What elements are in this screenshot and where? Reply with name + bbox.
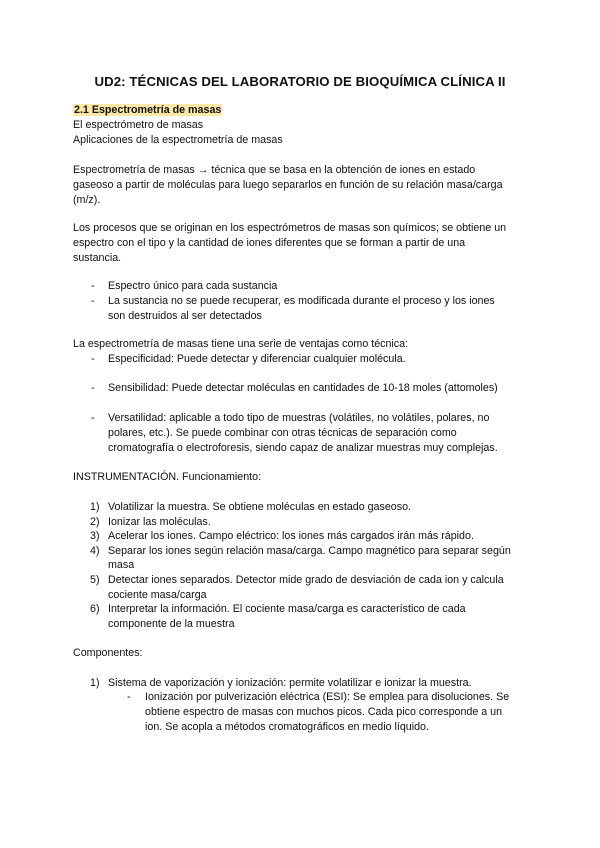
toc-line: El espectrómetro de masas xyxy=(73,119,204,131)
step-number: 6) xyxy=(90,603,100,615)
definition-line: gaseoso a partir de moléculas para luego separarlos en función de su relación masa/carga xyxy=(73,179,503,191)
component-number: 1) xyxy=(90,677,100,689)
instrumentation-heading: INSTRUMENTACIÓN. Funcionamiento: xyxy=(73,471,262,483)
step-text: Acelerar los iones. Campo eléctrico: los iones más cargados irán más rápido. xyxy=(108,530,474,542)
bullet-marker: - xyxy=(91,280,95,292)
bullet-text: son destruidos al ser detectados xyxy=(108,310,262,322)
subitem-text: Ionización por pulverización eléctrica (ESI): Se emplea para disoluciones. Se xyxy=(145,691,510,703)
step-text: Interpretar la información. El cociente masa/carga es característico de cada xyxy=(108,603,466,615)
bullet-text: La sustancia no se puede recuperar, es modificada durante el proceso y los iones xyxy=(108,295,495,307)
components-heading: Componentes: xyxy=(73,647,143,659)
toc-line: Aplicaciones de la espectrometría de masas xyxy=(73,134,283,146)
advantage-text: Versatilidad: aplicable a todo tipo de muestras (volátiles, no volátiles, polares, no xyxy=(108,412,490,424)
step-number: 5) xyxy=(90,574,100,586)
processes-line: espectro con el tipo y la cantidad de iones diferentes que se forman a partir de una xyxy=(73,237,466,249)
step-text: cociente masa/carga xyxy=(108,589,207,601)
step-number: 4) xyxy=(90,545,100,557)
step-text: Ionizar las moléculas. xyxy=(108,516,211,528)
step-text: Detectar iones separados. Detector mide grado de desviación de cada ion y calcula xyxy=(108,574,504,586)
step-text: Separar los iones según relación masa/carga. Campo magnético para separar según xyxy=(108,545,511,557)
section-heading-text: 2.1 Espectrometría de masas xyxy=(74,104,222,116)
step-text: componente de la muestra xyxy=(108,618,235,630)
advantage-text: cromatografía o electroforesis, siendo capaz de analizar muestras muy complejas. xyxy=(108,442,498,454)
bullet-marker: - xyxy=(91,295,95,307)
advantages-intro: La espectrometría de masas tiene una serie de ventajas como técnica: xyxy=(73,338,409,350)
bullet-marker: - xyxy=(91,412,95,424)
step-number: 2) xyxy=(90,516,100,528)
bullet-marker: - xyxy=(91,353,95,365)
step-number: 3) xyxy=(90,530,100,542)
advantage-text: Sensibilidad: Puede detectar moléculas en cantidades de 10-18 moles (attomoles) xyxy=(108,382,498,394)
page-title: UD2: TÉCNICAS DEL LABORATORIO DE BIOQUÍMICA CLÍNICA II xyxy=(94,74,506,89)
component-text: Sistema de vaporización y ionización: permite volatilizar e ionizar la muestra. xyxy=(108,677,472,689)
subitem-text: ion. Se acopla a métodos cromatográficos en medio líquido. xyxy=(145,721,429,733)
advantage-text: polares, etc.). Se puede combinar con otras técnicas de separación como xyxy=(108,427,457,439)
definition-line: Espectrometría de masas → técnica que se basa en la obtención de iones en estado xyxy=(73,164,476,176)
bullet-text: Espectro único para cada sustancia xyxy=(108,280,278,292)
section-heading xyxy=(73,103,222,117)
processes-line: sustancia. xyxy=(73,252,122,264)
processes-line: Los procesos que se originan en los espectrómetros de masas son químicos; se obtiene un xyxy=(73,222,507,234)
step-text: Volatilizar la muestra. Se obtiene moléculas en estado gaseoso. xyxy=(108,501,411,513)
subitem-marker: - xyxy=(127,691,131,703)
step-text: masa xyxy=(108,559,135,571)
step-number: 1) xyxy=(90,501,100,513)
advantage-text: Especificidad: Puede detectar y diferenciar cualquier molécula. xyxy=(108,353,406,365)
definition-line: (m/z). xyxy=(73,194,101,206)
bullet-marker: - xyxy=(91,382,95,394)
subitem-text: obtiene espectro de masas con muchos picos. Cada pico corresponde a un xyxy=(145,706,503,718)
